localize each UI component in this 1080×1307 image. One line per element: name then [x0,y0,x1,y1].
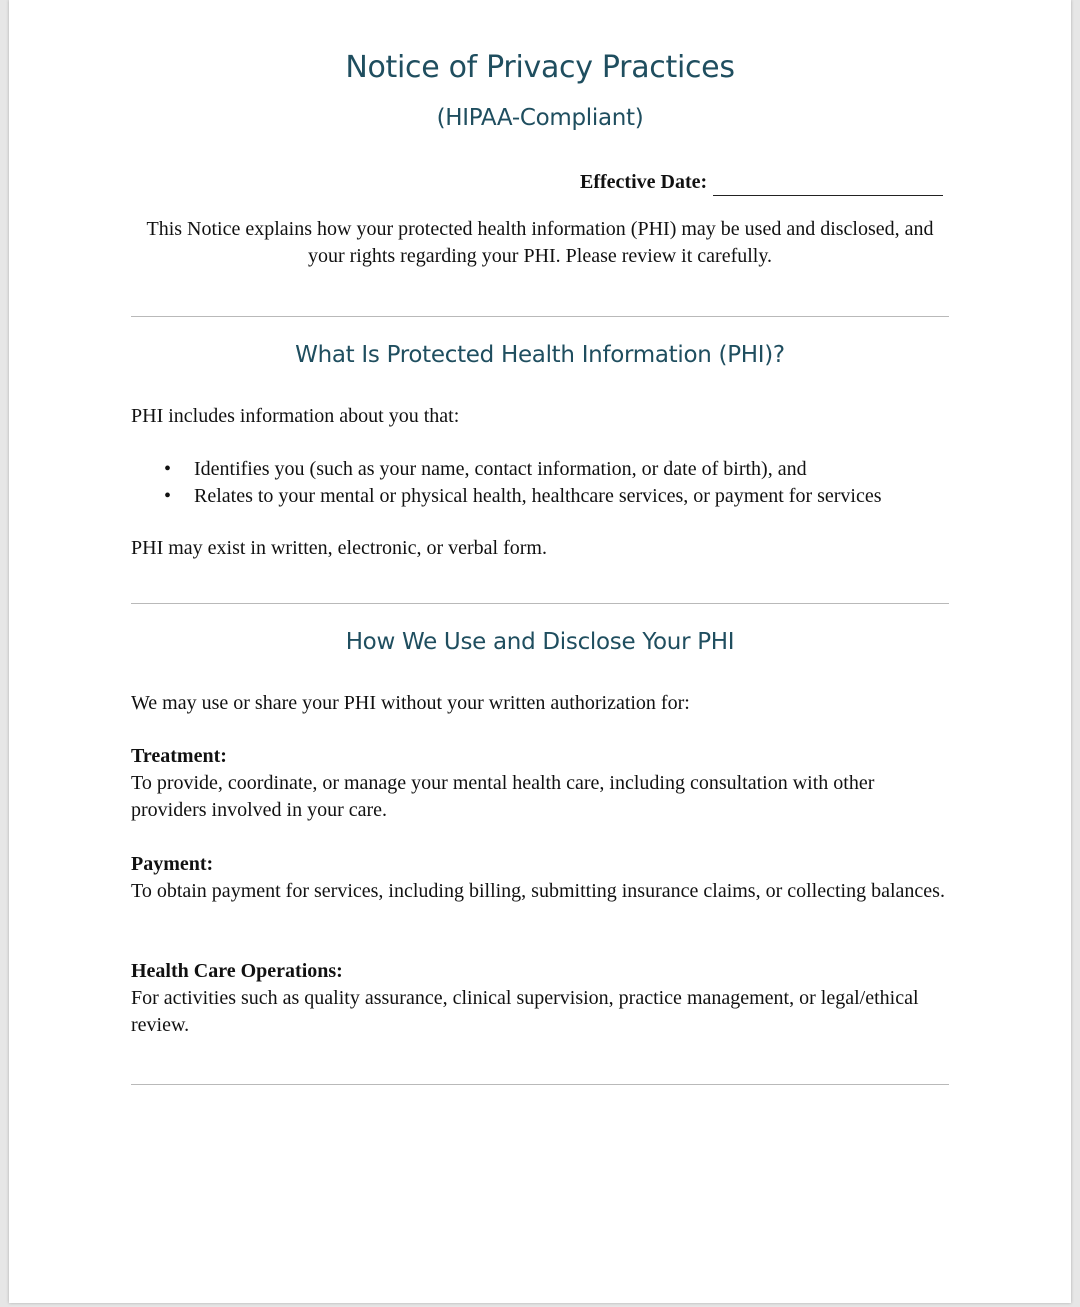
phi-bullet-list [131,456,949,510]
use-item-text: To obtain payment for services, including billing, submitting insurance claims, or collecting balances. [131,880,945,902]
document-subtitle: (HIPAA-Compliant) [436,105,644,131]
use-item-operations [131,958,949,1039]
use-item-label: Health Care Operations: [131,960,343,982]
effective-date-blank [713,177,943,196]
section-heading-phi: What Is Protected Health Information (PHI)? [295,342,785,368]
document-title: Notice of Privacy Practices [345,50,735,85]
intro-paragraph: This Notice explains how your protected health information (PHI) may be used and disclosed, and your rights regarding your PHI. Please review it carefully. [146,218,934,267]
section-heading-use: How We Use and Disclose Your PHI [345,629,735,655]
document-page [9,0,1071,1303]
section-divider [131,1084,949,1085]
section-divider [131,316,949,317]
use-item-treatment [131,743,949,824]
use-item-payment [131,851,949,905]
use-lead-text: We may use or share your PHI without your written authorization for: [131,692,690,714]
list-item-text: Identifies you (such as your name, contact information, or date of birth), and [194,458,807,480]
use-item-label: Payment: [131,853,214,875]
section-divider [131,603,949,604]
bullet-icon: • [164,458,172,480]
phi-lead-text: PHI includes information about you that: [131,405,460,427]
list-item-text: Relates to your mental or physical health, healthcare services, or payment for services [194,485,882,507]
use-item-text: For activities such as quality assurance, clinical supervision, practice management, or legal/ethical review. [131,987,919,1036]
phi-closing-text: PHI may exist in written, electronic, or verbal form. [131,537,547,559]
effective-date-label: Effective Date: [580,171,708,193]
bullet-icon: • [164,485,172,507]
use-item-text: To provide, coordinate, or manage your mental health care, including consultation with other providers involved in your care. [131,772,875,821]
effective-date [580,169,943,196]
list-item [131,483,949,510]
list-item [131,456,949,483]
use-item-label: Treatment: [131,745,227,767]
